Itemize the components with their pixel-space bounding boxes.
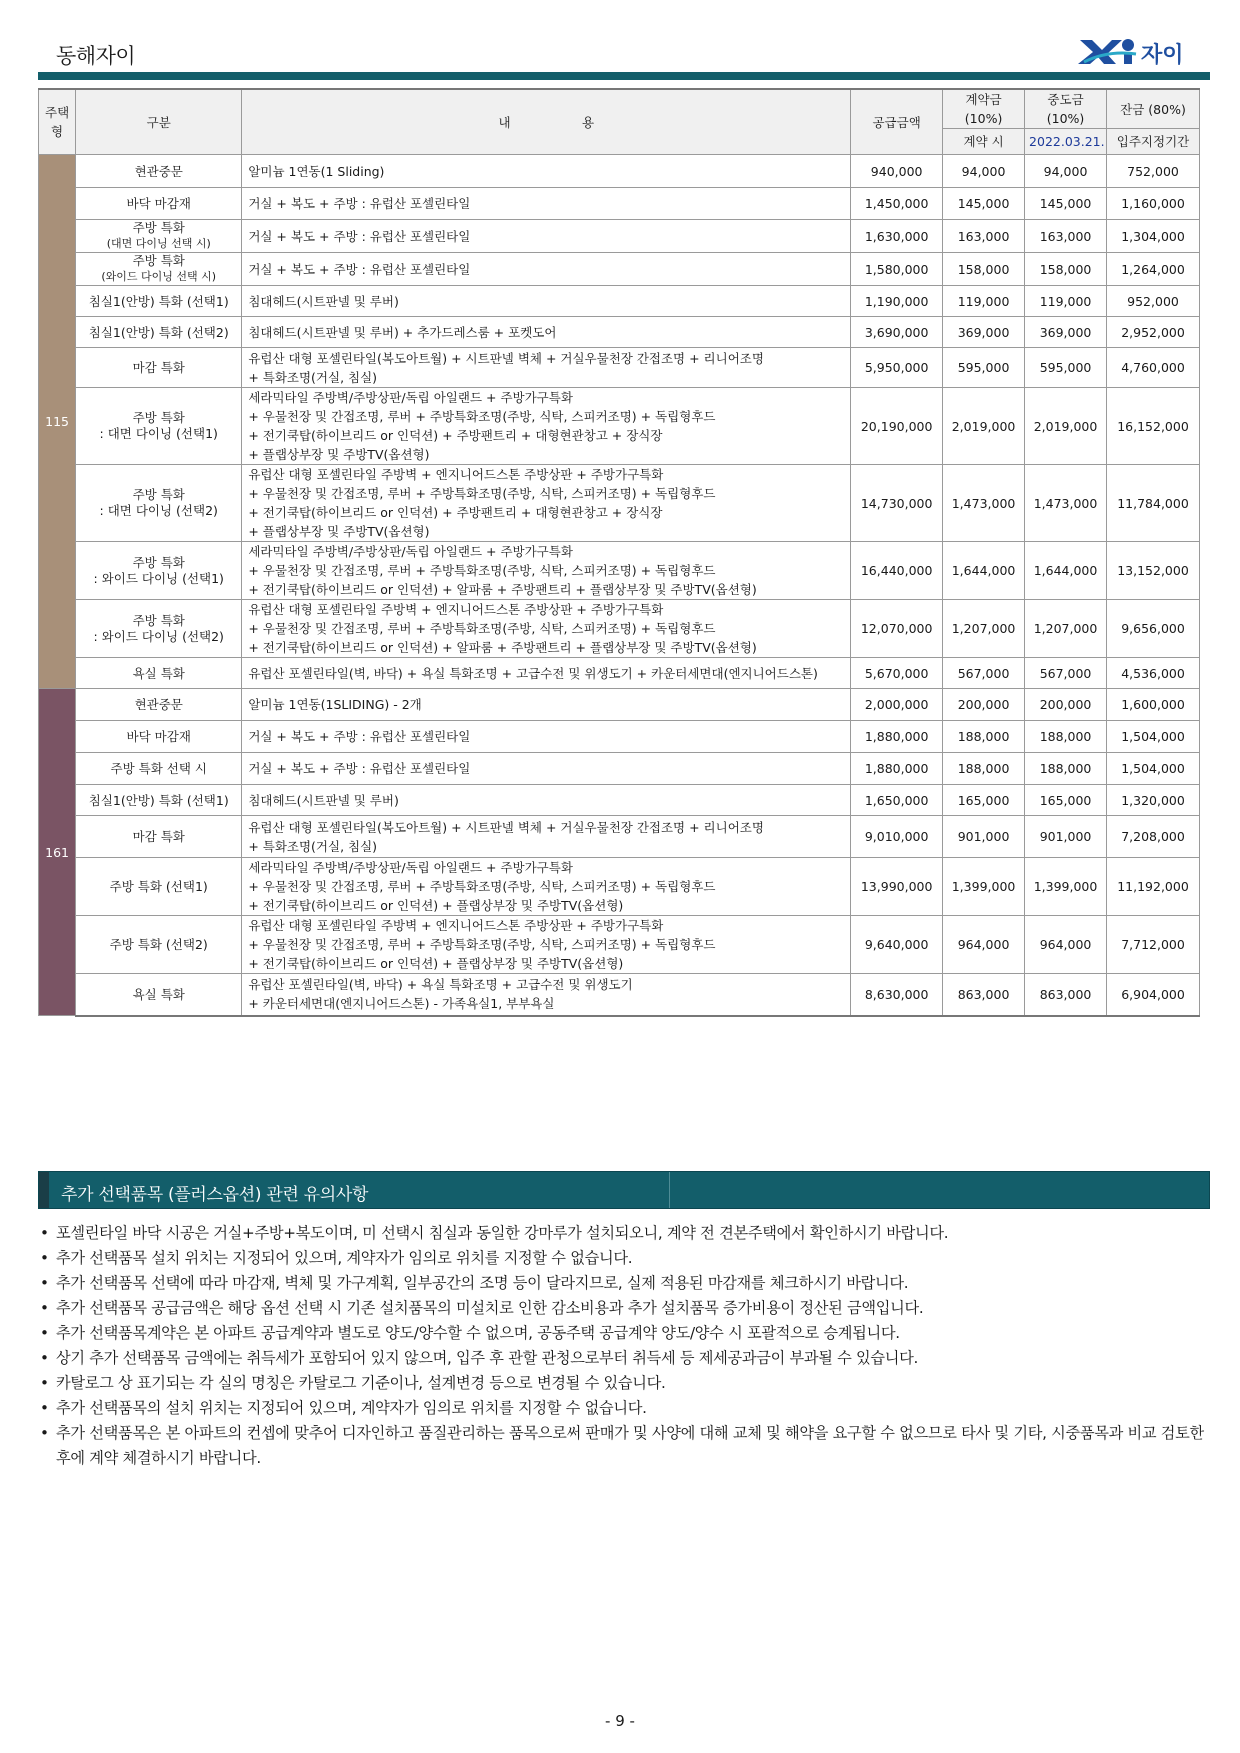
logo-text: 자이 bbox=[1141, 43, 1184, 68]
description-line: 거실 + 복도 + 주방 : 유럽산 포셀린타일 bbox=[248, 228, 471, 244]
header-category: 구분 bbox=[76, 89, 242, 155]
description-line: 거실 + 복도 + 주방 : 유럽산 포셀린타일 bbox=[248, 261, 471, 277]
middle-payment-cell: 1,399,000 bbox=[1025, 858, 1107, 916]
price-cell: 1,450,000 bbox=[851, 188, 943, 220]
balance-cell: 952,000 bbox=[1107, 286, 1200, 317]
table-row bbox=[39, 916, 1200, 974]
table-row bbox=[39, 220, 1200, 253]
description-line: + 카운터세면대(엔지니어드스톤) - 가족욕실1, 부부욕실 bbox=[248, 996, 555, 1012]
balance-cell: 6,904,000 bbox=[1107, 974, 1200, 1016]
balance-cell: 11,784,000 bbox=[1107, 465, 1200, 542]
description-line: 유럽산 대형 포셀린타일 주방벽 + 엔지니어드스톤 주방상판 + 주방가구특화 bbox=[248, 918, 664, 933]
description-line: 유럽산 대형 포셀린타일(복도아트월) + 시트판넬 벽체 + 거실우물천장 간접조명 + 리니어조명 bbox=[248, 819, 764, 835]
description-line: + 플랩상부장 및 주방TV(옵션형) bbox=[248, 447, 430, 462]
description-cell bbox=[242, 286, 851, 317]
unit-type-cell: 161 bbox=[39, 689, 76, 1016]
category-sublabel: (대면 다이닝 선택 시) bbox=[106, 237, 211, 250]
description-line: + 전기쿡탑(하이브리드 or 인덕션) + 알파룸 + 주방팬트리 + 플랩상부장 및 주방TV(옵션형) bbox=[248, 582, 757, 597]
balance-cell: 1,504,000 bbox=[1107, 721, 1200, 753]
notes-header-divider bbox=[669, 1172, 670, 1208]
header-middle-date: 2022.03.21. bbox=[1025, 129, 1107, 155]
middle-payment-cell: 119,000 bbox=[1025, 286, 1107, 317]
category-sublabel: : 와이드 다이닝 (선택2) bbox=[93, 628, 224, 644]
table-row bbox=[39, 253, 1200, 286]
header-content: 내 용 bbox=[242, 89, 851, 155]
category-cell bbox=[76, 753, 242, 785]
description-line: + 전기쿡탑(하이브리드 or 인덕션) + 알파룸 + 주방팬트리 + 플랩상부장 및 주방TV(옵션형) bbox=[248, 640, 757, 655]
note-item: • 추가 선택품목계약은 본 아파트 공급계약과 별도로 양도/양수할 수 없으며, 공동주택 공급계약 양도/양수 시 포괄적으로 승계됩니다. bbox=[38, 1321, 1218, 1346]
balance-cell: 11,192,000 bbox=[1107, 858, 1200, 916]
contract-cell: 163,000 bbox=[943, 220, 1025, 253]
contract-cell: 94,000 bbox=[943, 155, 1025, 188]
description-line: 세라믹타일 주방벽/주방상판/독립 아일랜드 + 주방가구특화 bbox=[248, 860, 573, 875]
table-row bbox=[39, 542, 1200, 600]
balance-cell: 13,152,000 bbox=[1107, 542, 1200, 600]
description-line: 세라믹타일 주방벽/주방상판/독립 아일랜드 + 주방가구특화 bbox=[248, 544, 573, 559]
middle-payment-cell: 2,019,000 bbox=[1025, 388, 1107, 465]
description-line: 유럽산 포셀린타일(벽, 바닥) + 욕실 특화조명 + 고급수전 및 위생도기 bbox=[248, 977, 633, 993]
note-item: • 포셀린타일 바닥 시공은 거실+주방+복도이며, 미 선택시 침실과 동일한 강마루가 설치되오니, 계약 전 견본주택에서 확인하시기 바랍니다. bbox=[38, 1221, 1218, 1246]
category-label: 욕실 특화 bbox=[132, 986, 185, 1002]
table-row bbox=[39, 785, 1200, 816]
table-row bbox=[39, 816, 1200, 858]
description-cell bbox=[242, 220, 851, 253]
price-cell: 3,690,000 bbox=[851, 317, 943, 348]
category-label: 주방 특화 bbox=[132, 253, 185, 268]
table-row bbox=[39, 600, 1200, 658]
notes-section-header bbox=[38, 1171, 1210, 1209]
contract-cell: 1,473,000 bbox=[943, 465, 1025, 542]
description-line: + 우물천장 및 간접조명, 루버 + 주방특화조명(주방, 식탁, 스피커조명) + 독립형후드 bbox=[248, 621, 716, 636]
table-row bbox=[39, 388, 1200, 465]
balance-cell: 2,952,000 bbox=[1107, 317, 1200, 348]
notes-title: 추가 선택품목 (플러스옵션) 관련 유의사항 bbox=[61, 1185, 369, 1205]
description-line: + 전기쿡탑(하이브리드 or 인덕션) + 플랩상부장 및 주방TV(옵션형) bbox=[248, 898, 624, 913]
balance-cell: 4,536,000 bbox=[1107, 658, 1200, 689]
description-cell bbox=[242, 542, 851, 600]
description-line: 침대헤드(시트판넬 및 루버) bbox=[248, 792, 399, 808]
unit-type-cell: 115 bbox=[39, 155, 76, 689]
description-cell bbox=[242, 317, 851, 348]
description-line: + 전기쿡탑(하이브리드 or 인덕션) + 플랩상부장 및 주방TV(옵션형) bbox=[248, 956, 624, 971]
category-cell bbox=[76, 188, 242, 220]
description-cell bbox=[242, 388, 851, 465]
category-cell bbox=[76, 465, 242, 542]
price-cell: 20,190,000 bbox=[851, 388, 943, 465]
balance-cell: 1,600,000 bbox=[1107, 689, 1200, 721]
description-line: 알미늄 1연동(1SLIDING) - 2개 bbox=[248, 697, 422, 712]
middle-payment-cell: 188,000 bbox=[1025, 753, 1107, 785]
note-item: • 추가 선택품목 선택에 따라 마감재, 벽체 및 가구계획, 일부공간의 조명 등이 달라지므로, 실제 적용된 마감재를 체크하시기 바랍니다. bbox=[38, 1271, 1218, 1296]
middle-payment-cell: 158,000 bbox=[1025, 253, 1107, 286]
description-line: + 특화조명(거실, 침실) bbox=[248, 838, 378, 854]
price-cell: 5,950,000 bbox=[851, 348, 943, 388]
note-item: • 추가 선택품목 공급금액은 해당 옵션 선택 시 기존 설치품목의 미설치로 인한 감소비용과 추가 설치품목 증가비용이 정산된 금액입니다. bbox=[38, 1296, 1218, 1321]
category-label: 주방 특화 bbox=[132, 220, 185, 235]
table-row bbox=[39, 753, 1200, 785]
category-sublabel: : 와이드 다이닝 (선택1) bbox=[93, 570, 224, 586]
header-price: 공급금액 bbox=[851, 89, 943, 155]
description-line: + 우물천장 및 간접조명, 루버 + 주방특화조명(주방, 식탁, 스피커조명) + 독립형후드 bbox=[248, 486, 716, 501]
price-cell: 940,000 bbox=[851, 155, 943, 188]
header-contract-when: 계약 시 bbox=[943, 129, 1025, 155]
description-line: 유럽산 대형 포셀린타일 주방벽 + 엔지니어드스톤 주방상판 + 주방가구특화 bbox=[248, 602, 664, 617]
middle-payment-cell: 1,207,000 bbox=[1025, 600, 1107, 658]
description-cell bbox=[242, 785, 851, 816]
category-label: 마감 특화 bbox=[132, 829, 185, 844]
description-cell bbox=[242, 974, 851, 1016]
middle-payment-cell: 145,000 bbox=[1025, 188, 1107, 220]
header-type: 주택형 bbox=[39, 89, 76, 155]
category-cell bbox=[76, 348, 242, 388]
middle-payment-cell: 1,644,000 bbox=[1025, 542, 1107, 600]
category-label: 침실1(안방) 특화 (선택2) bbox=[88, 324, 229, 340]
contract-cell: 369,000 bbox=[943, 317, 1025, 348]
xi-logo-icon bbox=[1078, 36, 1138, 66]
contract-cell: 1,207,000 bbox=[943, 600, 1025, 658]
contract-cell: 119,000 bbox=[943, 286, 1025, 317]
category-cell bbox=[76, 220, 242, 253]
contract-cell: 1,399,000 bbox=[943, 858, 1025, 916]
category-label: 바닥 마감재 bbox=[126, 196, 191, 211]
category-label: 현관중문 bbox=[134, 163, 183, 179]
contract-cell: 964,000 bbox=[943, 916, 1025, 974]
category-label: 침실1(안방) 특화 (선택1) bbox=[88, 792, 229, 808]
middle-payment-cell: 901,000 bbox=[1025, 816, 1107, 858]
middle-payment-cell: 863,000 bbox=[1025, 974, 1107, 1016]
description-cell bbox=[242, 155, 851, 188]
header-divider bbox=[38, 72, 1210, 80]
description-line: + 전기쿡탑(하이브리드 or 인덕션) + 주방팬트리 + 대형현관창고 + 장식장 bbox=[248, 505, 663, 520]
contract-cell: 165,000 bbox=[943, 785, 1025, 816]
note-item: • 추가 선택품목은 본 아파트의 컨셉에 맞추어 디자인하고 품질관리하는 품목으로써 판매가 및 사양에 대해 교체 및 해약을 요구할 수 없으므로 타사 및 기타, 시중품목과 비교 검토한 후에 계약 체결하시기 바랍니다. bbox=[38, 1421, 1218, 1471]
complex-name: 동해자이 bbox=[56, 44, 136, 68]
price-cell: 5,670,000 bbox=[851, 658, 943, 689]
description-cell bbox=[242, 858, 851, 916]
contract-cell: 200,000 bbox=[943, 689, 1025, 721]
description-cell bbox=[242, 188, 851, 220]
description-cell bbox=[242, 600, 851, 658]
table-row bbox=[39, 689, 1200, 721]
category-cell bbox=[76, 816, 242, 858]
category-label: 주방 특화 (선택2) bbox=[109, 937, 208, 952]
description-line: + 플랩상부장 및 주방TV(옵션형) bbox=[248, 524, 430, 539]
contract-cell: 145,000 bbox=[943, 188, 1025, 220]
description-line: + 우물천장 및 간접조명, 루버 + 주방특화조명(주방, 식탁, 스피커조명) + 독립형후드 bbox=[248, 563, 716, 578]
description-cell bbox=[242, 689, 851, 721]
balance-cell: 1,160,000 bbox=[1107, 188, 1200, 220]
middle-payment-cell: 165,000 bbox=[1025, 785, 1107, 816]
balance-cell: 16,152,000 bbox=[1107, 388, 1200, 465]
category-label: 현관중문 bbox=[134, 697, 183, 712]
middle-payment-cell: 369,000 bbox=[1025, 317, 1107, 348]
category-cell bbox=[76, 721, 242, 753]
price-cell: 12,070,000 bbox=[851, 600, 943, 658]
table-row bbox=[39, 658, 1200, 689]
middle-payment-cell: 200,000 bbox=[1025, 689, 1107, 721]
category-cell bbox=[76, 689, 242, 721]
category-cell bbox=[76, 155, 242, 188]
category-label: 주방 특화 선택 시 bbox=[110, 761, 207, 776]
middle-payment-cell: 595,000 bbox=[1025, 348, 1107, 388]
description-cell bbox=[242, 721, 851, 753]
table-row bbox=[39, 721, 1200, 753]
description-cell bbox=[242, 348, 851, 388]
xi-logo bbox=[1078, 34, 1196, 68]
table-row bbox=[39, 155, 1200, 188]
price-cell: 1,880,000 bbox=[851, 753, 943, 785]
description-cell bbox=[242, 465, 851, 542]
notes-list bbox=[38, 1221, 1218, 1471]
category-cell bbox=[76, 317, 242, 348]
balance-cell: 1,320,000 bbox=[1107, 785, 1200, 816]
price-cell: 1,580,000 bbox=[851, 253, 943, 286]
contract-cell: 2,019,000 bbox=[943, 388, 1025, 465]
table-row bbox=[39, 317, 1200, 348]
category-label: 마감 특화 bbox=[132, 360, 185, 375]
note-item: • 카탈로그 상 표기되는 각 실의 명칭은 카탈로그 기준이나, 설계변경 등으로 변경될 수 있습니다. bbox=[38, 1371, 1218, 1396]
header-balance-when: 입주지정기간 bbox=[1107, 129, 1200, 155]
description-line: 거실 + 복도 + 주방 : 유럽산 포셀린타일 bbox=[248, 729, 471, 744]
balance-cell: 1,504,000 bbox=[1107, 753, 1200, 785]
category-label: 주방 특화 bbox=[132, 554, 185, 570]
category-sublabel: : 대면 다이닝 (선택2) bbox=[99, 503, 218, 518]
description-line: 유럽산 대형 포셀린타일 주방벽 + 엔지니어드스톤 주방상판 + 주방가구특화 bbox=[248, 467, 664, 482]
description-line: 유럽산 대형 포셀린타일(복도아트월) + 시트판넬 벽체 + 거실우물천장 간접조명 + 리니어조명 bbox=[248, 350, 764, 366]
description-line: + 전기쿡탑(하이브리드 or 인덕션) + 주방팬트리 + 대형현관창고 + 장식장 bbox=[248, 428, 663, 443]
category-label: 주방 특화 bbox=[132, 487, 185, 502]
category-cell bbox=[76, 286, 242, 317]
category-cell bbox=[76, 785, 242, 816]
category-label: 침실1(안방) 특화 (선택1) bbox=[88, 293, 229, 309]
category-cell bbox=[76, 253, 242, 286]
table-row bbox=[39, 348, 1200, 388]
table-row bbox=[39, 974, 1200, 1016]
price-cell: 13,990,000 bbox=[851, 858, 943, 916]
description-line: + 우물천장 및 간접조명, 루버 + 주방특화조명(주방, 식탁, 스피커조명) + 독립형후드 bbox=[248, 937, 716, 952]
price-cell: 8,630,000 bbox=[851, 974, 943, 1016]
description-line: 알미늄 1연동(1 Sliding) bbox=[248, 163, 385, 179]
contract-cell: 158,000 bbox=[943, 253, 1025, 286]
price-cell: 1,190,000 bbox=[851, 286, 943, 317]
page-number: - 9 - bbox=[605, 1712, 635, 1730]
contract-cell: 188,000 bbox=[943, 753, 1025, 785]
table-row bbox=[39, 188, 1200, 220]
middle-payment-cell: 567,000 bbox=[1025, 658, 1107, 689]
description-cell bbox=[242, 753, 851, 785]
price-cell: 9,640,000 bbox=[851, 916, 943, 974]
description-line: 침대헤드(시트판넬 및 루버) + 추가드레스룸 + 포켓도어 bbox=[248, 324, 557, 340]
description-line: + 우물천장 및 간접조명, 루버 + 주방특화조명(주방, 식탁, 스피커조명) + 독립형후드 bbox=[248, 409, 716, 424]
page-header bbox=[38, 30, 1210, 72]
contract-cell: 595,000 bbox=[943, 348, 1025, 388]
description-cell bbox=[242, 816, 851, 858]
category-cell bbox=[76, 974, 242, 1016]
price-cell: 1,880,000 bbox=[851, 721, 943, 753]
balance-cell: 9,656,000 bbox=[1107, 600, 1200, 658]
price-cell: 2,000,000 bbox=[851, 689, 943, 721]
note-item: • 추가 선택품목의 설치 위치는 지정되어 있으며, 계약자가 임의로 위치를 지정할 수 없습니다. bbox=[38, 1396, 1218, 1421]
description-line: 유럽산 포셀린타일(벽, 바닥) + 욕실 특화조명 + 고급수전 및 위생도기 + 카운터세면대(엔지니어드스톤) bbox=[248, 665, 818, 681]
middle-payment-cell: 163,000 bbox=[1025, 220, 1107, 253]
description-line: 거실 + 복도 + 주방 : 유럽산 포셀린타일 bbox=[248, 761, 471, 776]
price-cell: 1,650,000 bbox=[851, 785, 943, 816]
balance-cell: 752,000 bbox=[1107, 155, 1200, 188]
category-cell bbox=[76, 858, 242, 916]
category-sublabel: : 대면 다이닝 (선택1) bbox=[99, 426, 218, 441]
price-cell: 9,010,000 bbox=[851, 816, 943, 858]
option-price-table bbox=[38, 88, 1200, 1017]
description-line: 거실 + 복도 + 주방 : 유럽산 포셀린타일 bbox=[248, 196, 471, 211]
category-label: 주방 특화 bbox=[132, 410, 185, 425]
category-label: 바닥 마감재 bbox=[126, 729, 191, 744]
notes-header-accent bbox=[39, 1172, 49, 1208]
price-cell: 14,730,000 bbox=[851, 465, 943, 542]
middle-payment-cell: 1,473,000 bbox=[1025, 465, 1107, 542]
middle-payment-cell: 188,000 bbox=[1025, 721, 1107, 753]
price-cell: 16,440,000 bbox=[851, 542, 943, 600]
description-cell bbox=[242, 916, 851, 974]
category-label: 주방 특화 (선택1) bbox=[109, 879, 208, 894]
balance-cell: 7,712,000 bbox=[1107, 916, 1200, 974]
header-middle-pct: 중도금 (10%) bbox=[1025, 89, 1107, 129]
category-cell bbox=[76, 388, 242, 465]
description-line: 침대헤드(시트판넬 및 루버) bbox=[248, 293, 399, 309]
note-item: • 추가 선택품목 설치 위치는 지정되어 있으며, 계약자가 임의로 위치를 지정할 수 없습니다. bbox=[38, 1246, 1218, 1271]
balance-cell: 7,208,000 bbox=[1107, 816, 1200, 858]
contract-cell: 567,000 bbox=[943, 658, 1025, 689]
category-label: 주방 특화 bbox=[132, 612, 185, 628]
price-cell: 1,630,000 bbox=[851, 220, 943, 253]
contract-cell: 863,000 bbox=[943, 974, 1025, 1016]
description-cell bbox=[242, 253, 851, 286]
category-cell bbox=[76, 542, 242, 600]
table-row bbox=[39, 465, 1200, 542]
contract-cell: 1,644,000 bbox=[943, 542, 1025, 600]
category-label: 욕실 특화 bbox=[132, 665, 185, 681]
description-line: 세라믹타일 주방벽/주방상판/독립 아일랜드 + 주방가구특화 bbox=[248, 390, 573, 405]
header-balance-pct: 잔금 (80%) bbox=[1107, 89, 1200, 129]
note-item: • 상기 추가 선택품목 금액에는 취득세가 포함되어 있지 않으며, 입주 후 관할 관청으로부터 취득세 등 제세공과금이 부과될 수 있습니다. bbox=[38, 1346, 1218, 1371]
contract-cell: 901,000 bbox=[943, 816, 1025, 858]
middle-payment-cell: 964,000 bbox=[1025, 916, 1107, 974]
description-cell bbox=[242, 658, 851, 689]
middle-payment-cell: 94,000 bbox=[1025, 155, 1107, 188]
category-cell bbox=[76, 916, 242, 974]
category-sublabel: (와이드 다이닝 선택 시) bbox=[101, 270, 217, 283]
balance-cell: 4,760,000 bbox=[1107, 348, 1200, 388]
category-cell bbox=[76, 600, 242, 658]
table-row bbox=[39, 858, 1200, 916]
balance-cell: 1,264,000 bbox=[1107, 253, 1200, 286]
header-contract-pct: 계약금 (10%) bbox=[943, 89, 1025, 129]
category-cell bbox=[76, 658, 242, 689]
balance-cell: 1,304,000 bbox=[1107, 220, 1200, 253]
description-line: + 특화조명(거실, 침실) bbox=[248, 369, 378, 385]
contract-cell: 188,000 bbox=[943, 721, 1025, 753]
description-line: + 우물천장 및 간접조명, 루버 + 주방특화조명(주방, 식탁, 스피커조명) + 독립형후드 bbox=[248, 879, 716, 894]
table-row bbox=[39, 286, 1200, 317]
